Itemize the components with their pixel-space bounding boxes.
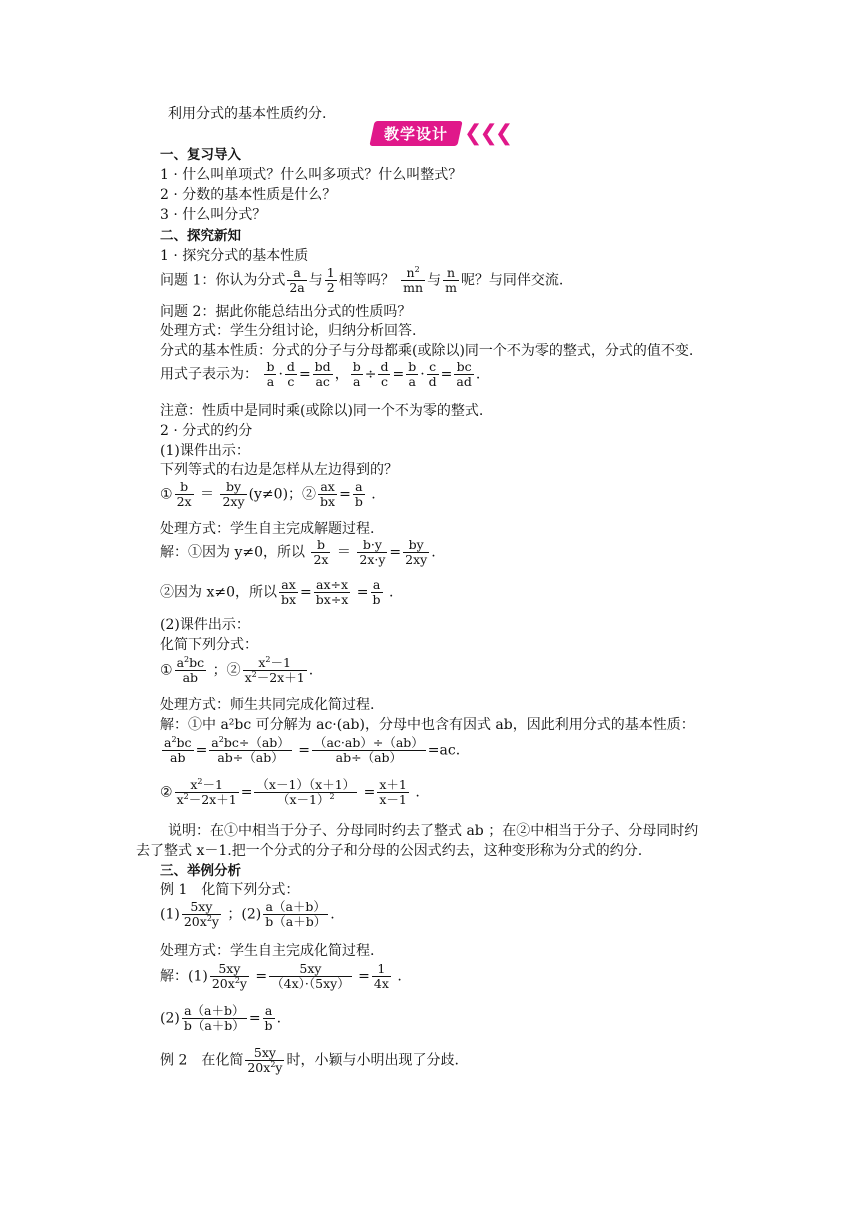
example-1: 例 1 化简下列分式：	[160, 882, 300, 898]
frac-n-m: $\frac{n}{m}$	[445, 265, 457, 295]
question-2: 问题 2：据此你能总结出分式的性质吗？	[160, 304, 412, 320]
heading-examples: 三、举例分析	[160, 863, 241, 879]
solution-3-text: 解：①中 a²bc 可分解为 ac·(ab)，分母中也含有因式 ab，因此利用分式的基本性质：	[160, 717, 695, 733]
review-q3: 3 · 什么叫分式？	[160, 207, 267, 223]
formula-line: 用式子表示为： $\frac{b}{a}$ · $\frac{d}{c}$ = $\frac{bd}{ac}$ ， $\frac{b}{a}$ ÷ $\frac{d}{c}$ = $\frac{b}{a}$ · $\frac{c}{d}$ = $\frac{bc}{ad}$ .	[160, 359, 481, 389]
explanation-2: 去了整式 x－1.把一个分式的分子和分母的公因式约去，这种变形称为分式的约分.	[136, 843, 643, 859]
method-1: 处理方式：学生分组讨论，归纳分析回答.	[160, 323, 417, 339]
solution-3-eq2: ② $\frac{x^2-1}{x^2-2x+1}$ = $\frac{(x-1)(x+1)}{(x-1)^2}$ = $\frac{x+1}{x-1}$ .	[160, 776, 420, 807]
section-banner	[372, 121, 510, 145]
solution-2: ②因为 x≠0，所以 $\frac{ax}{bx}$ = $\frac{ax\div x}{bx\div x}$ = $\frac{a}{b}$ .	[160, 577, 394, 607]
explanation-1: 说明：在①中相当于分子、分母同时约去了整式 ab ；在②中相当于分子、分母同时约	[168, 823, 699, 839]
objective-text: 利用分式的基本性质约分.	[168, 106, 327, 122]
example-1-solution-1: 解：(1) $\frac{5xy}{20x^2y}$ = $\frac{5xy}{(4x)\cdot(5xy)}$ = $\frac{1}{4x}$ .	[160, 961, 402, 991]
slide-1-question: 下列等式的右边是怎样从左边得到的？	[160, 462, 398, 478]
frac-1-2: $\frac{1}{2}$	[326, 265, 335, 295]
example-2: 例 2 在化简 $\frac{5xy}{20x^2y}$ 时，小颖与小明出现了分歧.	[160, 1045, 459, 1075]
property-text: 分式的基本性质：分式的分子与分母都乘(或除以)同一个不为零的整式，分式的值不变.	[160, 343, 694, 359]
slide-1-equations: ① $\frac{b}{2x}$ ＝ $\frac{by}{2xy}$ (y≠0)；② $\frac{ax}{bx}$ = $\frac{a}{b}$ .	[160, 479, 376, 509]
frac-a-2a: $\frac{a}{2a}$	[289, 265, 305, 295]
review-q1: 1 · 什么叫单项式？什么叫多项式？什么叫整式？	[160, 167, 463, 183]
heading-explore: 二、探究新知	[160, 228, 241, 244]
solution-3-eq1: $\frac{a^2bc}{ab}$ = $\frac{a^2bc\div(ab)}{ab\div(ab)}$ = $\frac{(ac\cdot ab)\div(ab)}{ab\div(ab)}$ =ac.	[164, 734, 461, 765]
method-4: 处理方式：学生自主完成化简过程.	[160, 943, 375, 959]
banner-label: 教学设计	[369, 121, 462, 146]
slide-2: (2)课件出示：	[160, 617, 250, 633]
slide-1: (1)课件出示：	[160, 443, 250, 459]
frac-n2-mn: $\frac{n^2}{mn}$	[403, 264, 424, 295]
solution-1: 解：①因为 y≠0，所以 $\frac{b}{2x}$ ＝ $\frac{b\cdot y}{2x\cdot y}$ = $\frac{by}{2xy}$ .	[160, 537, 436, 567]
heading-review: 一、复习导入	[160, 147, 241, 163]
slide-2-question: 化简下列分式：	[160, 637, 258, 653]
chevrons-icon: ❮❮❮	[464, 120, 511, 146]
explore-sub1: 1 · 探究分式的基本性质	[160, 248, 309, 264]
review-q2: 2 · 分数的基本性质是什么？	[160, 187, 337, 203]
note-text: 注意：性质中是同时乘(或除以)同一个不为零的整式.	[160, 403, 484, 419]
explore-sub2: 2 · 分式的约分	[160, 423, 253, 439]
question-1: 问题 1：你认为分式 $\frac{a}{2a}$ 与 $\frac{1}{2}$ 相等吗？ $\frac{n^2}{mn}$ 与 $\frac{n}{m}$ 呢？与同伴交流.	[160, 264, 564, 295]
example-1-expressions: (1) $\frac{5xy}{20x^2y}$ ；(2) $\frac{a(a+b)}{b(a+b)}$ .	[160, 899, 335, 929]
example-1-solution-2: (2) $\frac{a(a+b)}{b(a+b)}$ = $\frac{a}{b}$ .	[160, 1003, 282, 1033]
slide-2-expressions: ① $\frac{a^2bc}{ab}$ ；② $\frac{x^2-1}{x^2-2x+1}$ .	[160, 654, 314, 685]
method-3: 处理方式：师生共同完成化简过程.	[160, 697, 375, 713]
method-2: 处理方式：学生自主完成解题过程.	[160, 521, 375, 537]
